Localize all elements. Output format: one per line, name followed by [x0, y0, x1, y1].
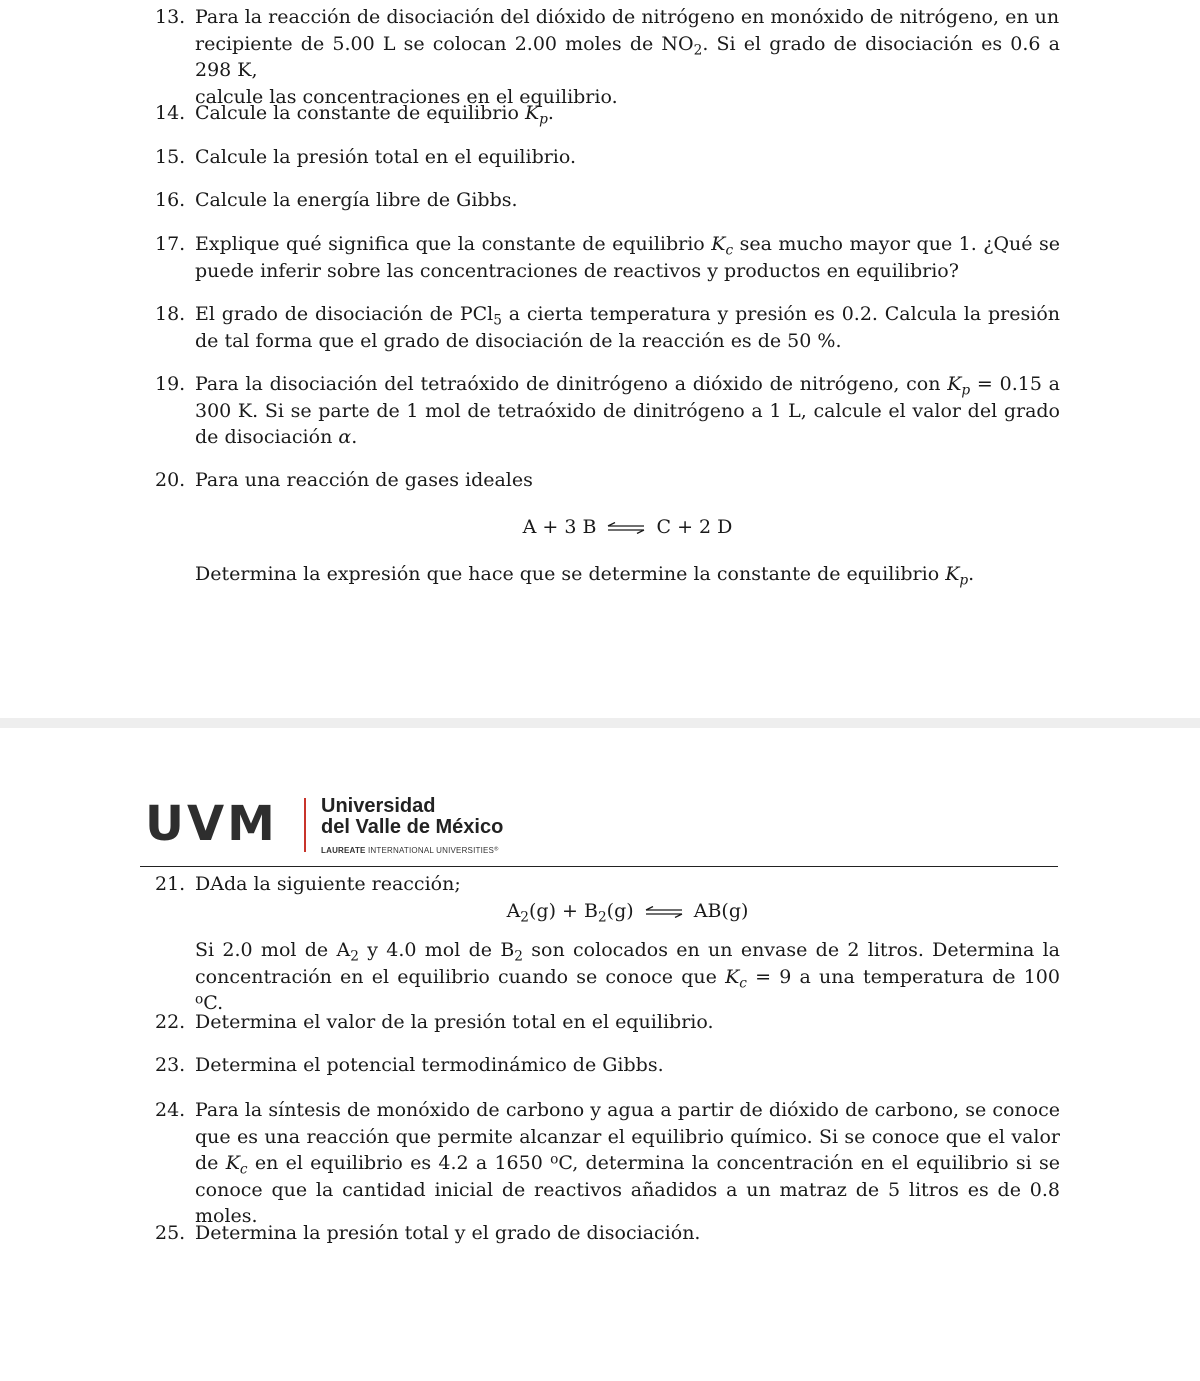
- question-number: 17.: [155, 233, 186, 255]
- logo-divider: [304, 798, 306, 852]
- question-text: Determina la expresión que hace que se determine la constante de equilibrio $K_p$.: [195, 563, 975, 589]
- question-intro: DAda la siguiente reacción;: [195, 873, 461, 895]
- question-text: Determina el valor de la presión total en el equilibrio.: [195, 1011, 714, 1033]
- question-number: 13.: [155, 6, 186, 28]
- question-14: [155, 100, 1060, 127]
- question-text: Si 2.0 mol de $A_2$ y 4.0 mol de $B_2$ son colocados en un envase de 2 litros. Determina la concentración en el equilibrio cuando se conoce que $K_c = 9$ a una temperatura de 100 $^o$C.: [195, 939, 1060, 1014]
- equilibrium-arrow-icon: [644, 906, 684, 918]
- equation-20: [155, 514, 1100, 540]
- equation-products: C + 2 D: [656, 516, 733, 538]
- question-20: [155, 467, 1060, 494]
- logo-university-name: Universidad del Valle de México: [321, 795, 504, 838]
- question-number: 15.: [155, 146, 186, 168]
- question-text: Para la disociación del tetraóxido de dinitrógeno a dióxido de nitrógeno, con $K_p = 0.15$ a 300 K. Si se parte de 1 mol de tetraóxido de dinitrógeno a 1 L, calcule el valor del grado de disociación α.: [195, 373, 1060, 448]
- question-number: 24.: [155, 1099, 186, 1121]
- question-16: [155, 187, 1060, 214]
- equation-reactants: $A_2(g) + B_2(g)$: [506, 900, 634, 926]
- question-text: Calcule la constante de equilibrio $K_p$.: [195, 102, 554, 128]
- document-page-2: [0, 728, 1200, 1381]
- question-number: 16.: [155, 189, 186, 211]
- question-18: [155, 301, 1060, 354]
- question-number: 14.: [155, 102, 186, 124]
- question-text: Determina la presión total y el grado de disociación.: [195, 1222, 701, 1244]
- question-text: Calcule la presión total en el equilibrio.: [195, 146, 577, 168]
- question-13: [155, 4, 1060, 110]
- question-number: 21.: [155, 873, 186, 895]
- question-21: [155, 871, 1060, 898]
- question-number: 23.: [155, 1054, 186, 1076]
- question-text: Explique qué significa que la constante de equilibrio $K_c$ sea mucho mayor que 1. ¿Qué se puede inferir sobre las concentraciones de reactivos y productos en equilibrio?: [195, 233, 1061, 282]
- question-24: [155, 1097, 1060, 1230]
- question-number: 18.: [155, 303, 186, 325]
- question-number: 22.: [155, 1011, 186, 1033]
- equation-reactants: A + 3 B: [522, 516, 597, 538]
- question-19: [155, 371, 1060, 451]
- question-20-followup: [155, 561, 1060, 588]
- question-21-body: [155, 937, 1060, 1017]
- question-text: Para una reacción de gases ideales: [195, 469, 533, 491]
- question-17: [155, 231, 1060, 284]
- question-text: Para la síntesis de monóxido de carbono y agua a partir de dióxido de carbono, se conoce que es una reacción que permite alcanzar el equilibrio químico. Si se conoce que el valor de $K_c$ en el equilibrio es 4.2 a 1650 $^o$C, determina la concentración en el equilibrio si se conoce que la cantidad inicial de reactivos añadidos a un matraz de 5 litros es de 0.8 moles.: [195, 1099, 1060, 1227]
- question-text: Determina el potencial termodinámico de Gibbs.: [195, 1054, 664, 1076]
- header-rule: [140, 866, 1058, 867]
- question-25: [155, 1220, 1060, 1247]
- logo-laureate-tagline: LAUREATE INTERNATIONAL UNIVERSITIES®: [321, 846, 499, 855]
- question-number: 20.: [155, 469, 186, 491]
- question-text: Para la reacción de disociación del dióxido de nitrógeno en monóxido de nitrógeno, en un recipiente de 5.00 L se colocan 2.00 moles de $NO_2$. Si el grado de disociación es 0.6 a 298 K, calcule las concentraciones en el equilibrio.: [195, 6, 1060, 108]
- page-separator: [0, 718, 1200, 728]
- equation-21: [155, 898, 1100, 924]
- logo-letters: UVM: [145, 796, 278, 852]
- question-22: [155, 1009, 1060, 1036]
- question-23: [155, 1052, 1060, 1079]
- equation-products: AB(g): [693, 900, 749, 922]
- question-text: Calcule la energía libre de Gibbs.: [195, 189, 518, 211]
- question-number: 25.: [155, 1222, 186, 1244]
- question-number: 19.: [155, 373, 186, 395]
- equilibrium-arrow-icon: [606, 522, 646, 534]
- question-15: [155, 144, 1060, 171]
- question-text: El grado de disociación de PCl$_5$ a cierta temperatura y presión es 0.2. Calcula la presión de tal forma que el grado de disociación de la reacción es de 50 %.: [195, 303, 1060, 352]
- uvm-logo: [140, 796, 510, 858]
